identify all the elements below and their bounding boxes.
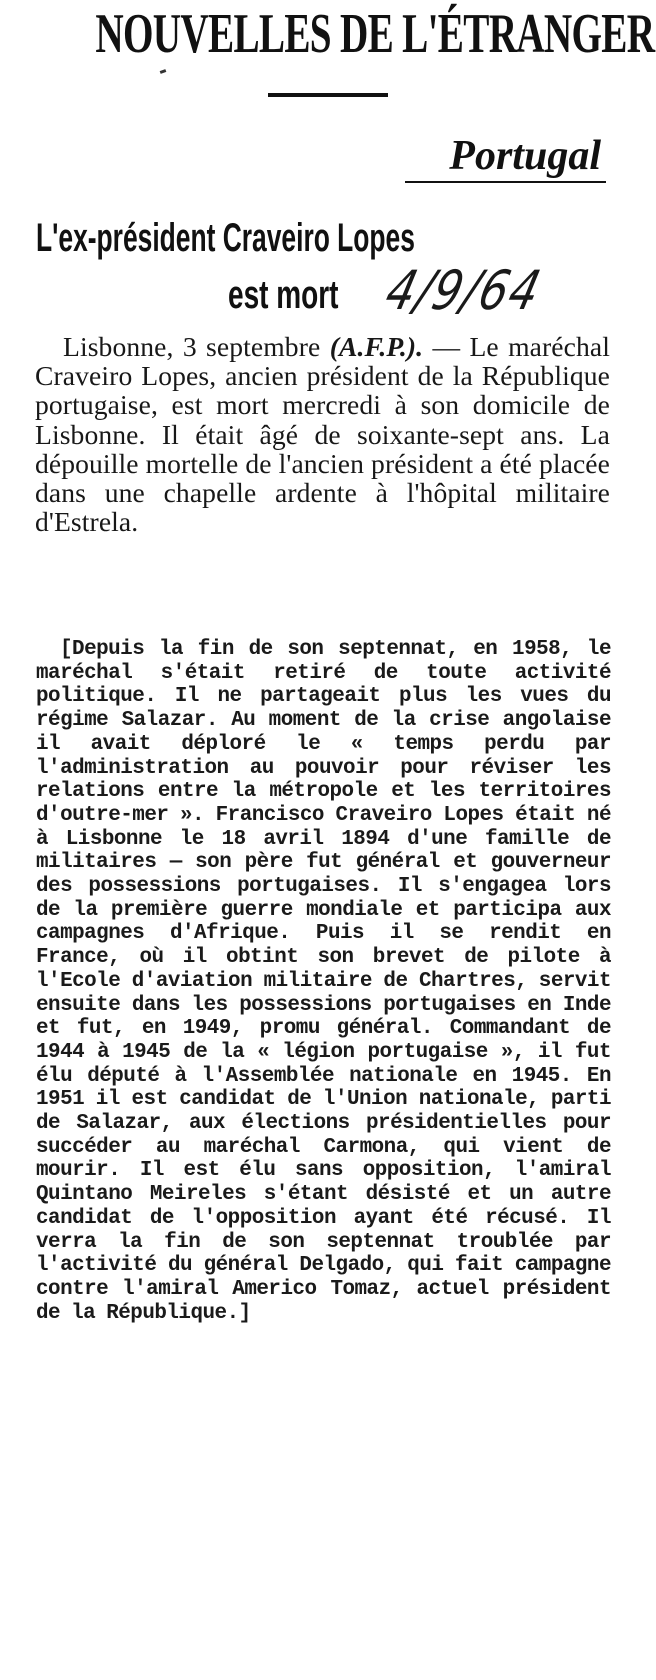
- lead-agency: (A.F.P.).: [329, 331, 424, 362]
- print-speck: [160, 69, 167, 74]
- lead-paragraph: [35, 332, 610, 536]
- header-rule: [268, 93, 388, 97]
- lead-text: — Le maréchal Craveiro Lopes, ancien président de la République portugaise, est mort mercredi à son domicile de Lisbonne. Il était âgé de soixante-sept ans. La dépouille mortelle de l'ancien président a été placée dans une chapelle ardente à l'hôpital militaire d'Estrela.: [35, 331, 611, 538]
- country-heading: Portugal: [449, 133, 601, 179]
- headline-line-2: est mort: [228, 273, 339, 317]
- country-underline: [405, 181, 606, 183]
- section-header: NOUVELLES DE L'ÉTRANGER: [95, 3, 655, 65]
- lead-dateline: Lisbonne, 3 septembre: [63, 331, 321, 362]
- headline-line-1: L'ex-président Craveiro Lopes: [36, 216, 415, 260]
- body-text: [Depuis la fin de son septennat, en 1958, le maréchal s'était retiré de toute activité politique. Il ne partageait plus les vues du régime Salazar. Au moment de la crise angolaise il avait déploré le « temps perdu par l'administration au pouvoir pour réviser les relations entre la métropole et les territoires d'outre-mer ». Francisco Craveiro Lopes était né à Lisbonne le 18 avril 1894 d'une famille de militaires — son père fut général et gouverneur des possessions portugaises. Il s'engagea lors de la première guerre mondiale et participa aux campagnes d'Afrique. Puis il se rendit en France, où il obtint son brevet de pilote à l'Ecole d'aviation militaire de Chartres, servit ensuite dans les possessions portugaises en Inde et fut, en 1949, promu général. Commandant de 1944 à 1945 de la « légion portugaise », il fut élu député à l'Assemblée nationale en 1945. En 1951 il est candidat de l'Union nationale, parti de Salazar, aux élections présidentielles pour succéder au maréchal Carmona, qui vient de mourir. Il est élu sans opposition, l'amiral Quintano Meireles s'étant désisté et un autre candidat de l'opposition ayant été récusé. Il verra la fin de son septennat troublée par l'activité du général Delgado, qui fait campagne contre l'amiral Americo Tomaz, actuel président de la République.]: [36, 638, 611, 1325]
- handwritten-date: 4/9/64: [379, 259, 548, 322]
- body-paragraph: [36, 638, 611, 1325]
